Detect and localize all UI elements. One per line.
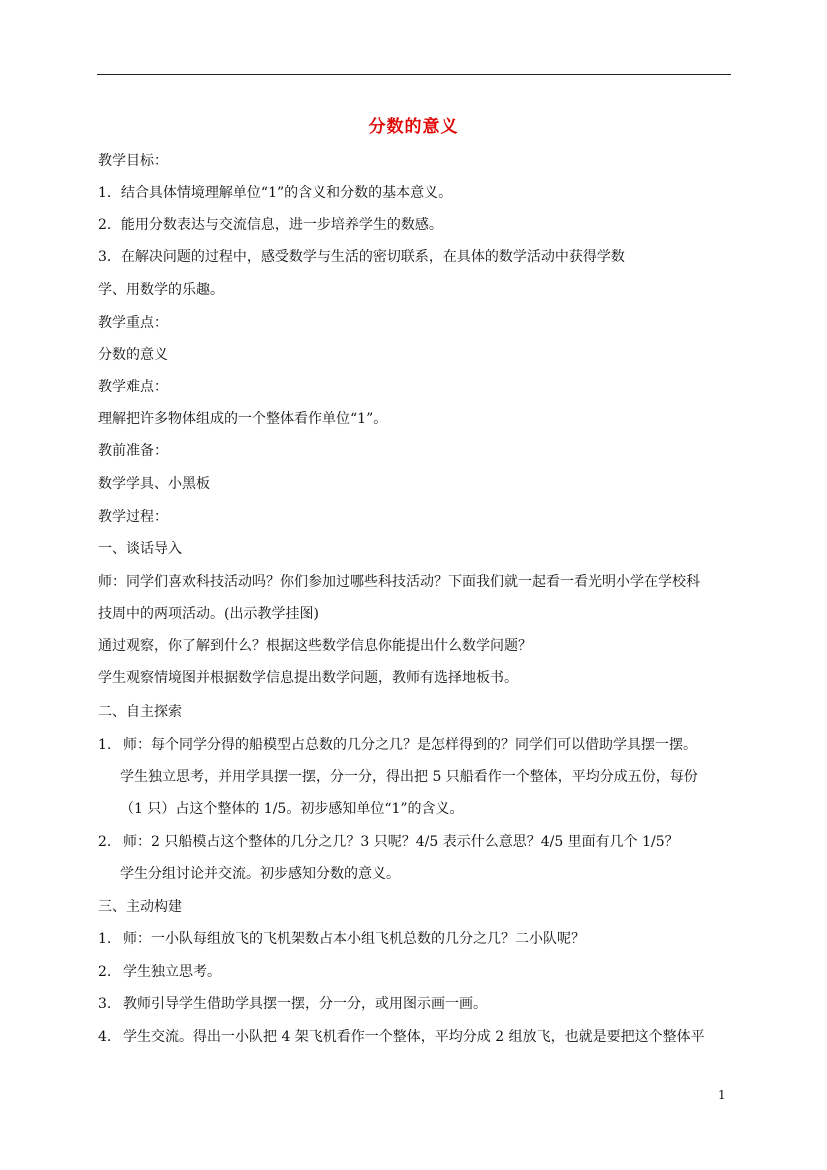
list-item-number: 4. (98, 1029, 112, 1045)
text-line: 二、自主探索 (98, 704, 182, 720)
text-line: 技周中的两项活动。(出示教学挂图) (98, 606, 319, 622)
list-item-number: 3. (98, 996, 112, 1012)
text-line: 教学难点： (98, 379, 168, 395)
list-item-text: 师：每个同学分得的船模型占总数的几分之几？是怎样得到的？同学们可以借助学具摆一摆。 (123, 737, 697, 753)
text-line: 数学学具、小黑板 (98, 476, 210, 492)
text-line: 学生观察情境图并根据数学信息提出数学问题，教师有选择地板书。 (98, 670, 518, 686)
list-item-text: 教师引导学生借助学具摆一摆，分一分，或用图示画一画。 (123, 996, 487, 1012)
text-line: 2．能用分数表达与交流信息，进一步培养学生的数感。 (98, 217, 443, 233)
text-line: 通过观察，你了解到什么？根据这些数学信息你能提出什么数学问题？ (98, 638, 532, 654)
text-line: 教学过程： (98, 509, 168, 525)
text-line: 3．在解决问题的过程中，感受数学与生活的密切联系，在具体的数学活动中获得学数 (98, 249, 625, 265)
document-title: 分数的意义 (368, 117, 459, 137)
text-line: 教学目标： (98, 153, 168, 169)
list-item-text: 学生独立思考，并用学具摆一摆，分一分，得出把 5 只船看作一个整体，平均分成五份，每份 (120, 769, 698, 785)
text-line: 学、用数学的乐趣。 (98, 282, 224, 298)
list-item-text: （1 只）占这个整体的 1/5。初步感知单位“1”的含义。 (120, 801, 464, 817)
list-item-text: 师：2 只船模占这个整体的几分之几？3 只呢？4/5 表示什么意思？4/5 里面有几个 1/5？ (123, 834, 679, 850)
list-item-number: 2. (98, 964, 112, 980)
list-item-number: 1. (98, 737, 112, 753)
text-line: 理解把许多物体组成的一个整体看作单位“1”。 (98, 411, 388, 427)
text-line: 1．结合具体情境理解单位“1”的含义和分数的基本意义。 (98, 185, 453, 201)
text-line: 师：同学们喜欢科技活动吗？你们参加过哪些科技活动？下面我们就一起看一看光明小学在学校科 (98, 574, 700, 590)
list-item-text: 学生独立思考。 (123, 964, 221, 980)
list-item-number: 2. (98, 834, 112, 850)
header-rule (97, 74, 731, 75)
page-number: 1 (718, 1088, 726, 1102)
section-heading: 三、主动构建 (98, 899, 182, 915)
text-line: 一、谈话导入 (98, 541, 182, 557)
list-item-text: 师：一小队每组放飞的飞机架数占本小组飞机总数的几分之几？二小队呢？ (123, 931, 585, 947)
list-item-text: 学生交流。得出一小队把 4 架飞机看作一个整体，平均分成 2 组放飞，也就是要把这个整体平 (123, 1029, 705, 1045)
list-item-text: 学生分组讨论并交流。初步感知分数的意义。 (120, 866, 400, 882)
list-item-number: 1. (98, 931, 112, 947)
text-line: 分数的意义 (98, 347, 168, 363)
text-line: 教学重点： (98, 315, 168, 331)
text-line: 教前准备： (98, 443, 168, 459)
